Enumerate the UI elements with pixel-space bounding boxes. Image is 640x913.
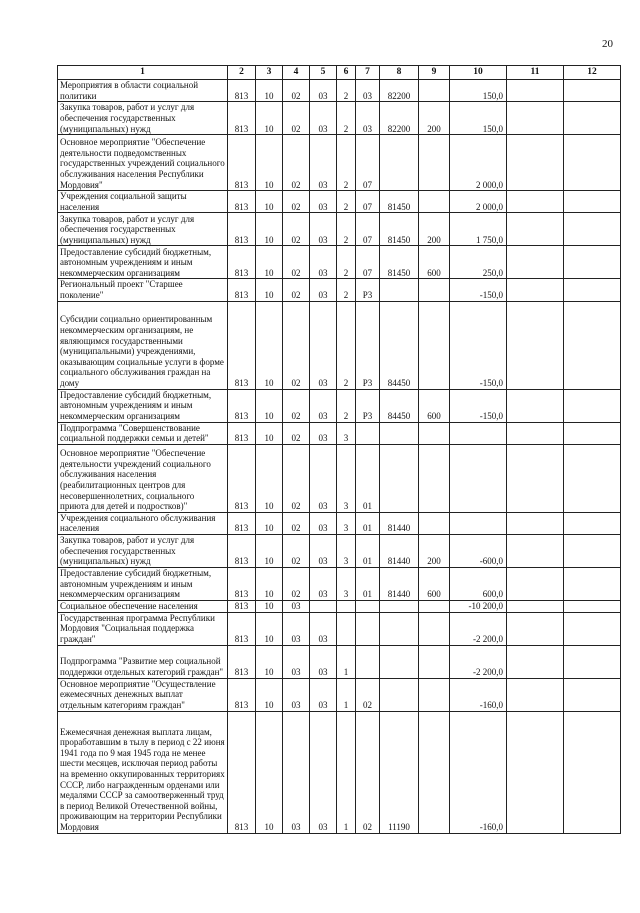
column-header: 9 (419, 66, 450, 80)
code-cell: 10 (256, 389, 283, 422)
code-cell: 200 (419, 213, 450, 246)
empty-cell (507, 711, 564, 833)
amount-cell (450, 512, 507, 534)
column-header: 11 (507, 66, 564, 80)
row-name: Закупка товаров, работ и услуг для обеспечения государственных (муниципальных) нужд (58, 534, 228, 567)
code-cell: 813 (228, 711, 256, 833)
table-row (58, 711, 621, 833)
table-row (58, 612, 621, 645)
code-cell: 03 (310, 512, 337, 534)
header-row (58, 66, 621, 80)
code-cell (380, 135, 419, 191)
row-name: Закупка товаров, работ и услуг для обеспечения государственных (муниципальных) нужд (58, 102, 228, 135)
table-row (58, 422, 621, 444)
amount-cell (450, 422, 507, 444)
code-cell: 81440 (380, 512, 419, 534)
code-cell: 81440 (380, 567, 419, 600)
code-cell (380, 678, 419, 711)
code-cell: 02 (283, 213, 310, 246)
code-cell: 600 (419, 567, 450, 600)
code-cell (419, 80, 450, 102)
code-cell: 3 (337, 534, 356, 567)
code-cell: 813 (228, 135, 256, 191)
empty-cell (507, 567, 564, 600)
row-name: Подпрограмма "Совершенствование социальной поддержки семьи и детей" (58, 422, 228, 444)
code-cell: 03 (283, 612, 310, 645)
code-cell (380, 422, 419, 444)
empty-cell (507, 279, 564, 301)
code-cell: 03 (283, 600, 310, 612)
column-header: 6 (337, 66, 356, 80)
code-cell: 11190 (380, 711, 419, 833)
empty-cell (507, 80, 564, 102)
empty-cell (507, 213, 564, 246)
table-row (58, 534, 621, 567)
empty-cell (507, 102, 564, 135)
code-cell: 10 (256, 213, 283, 246)
empty-cell (564, 444, 621, 512)
table-row (58, 645, 621, 678)
amount-cell: 600,0 (450, 567, 507, 600)
row-name: Предоставление субсидий бюджетным, автономным учреждениям и иным некоммерческим организациям (58, 389, 228, 422)
code-cell: 02 (356, 711, 380, 833)
code-cell: 81450 (380, 246, 419, 279)
code-cell: 2 (337, 301, 356, 389)
code-cell: 03 (310, 213, 337, 246)
code-cell (380, 279, 419, 301)
code-cell: 10 (256, 444, 283, 512)
empty-cell (564, 512, 621, 534)
code-cell: 07 (356, 191, 380, 213)
code-cell: 03 (310, 102, 337, 135)
code-cell (356, 645, 380, 678)
code-cell: 813 (228, 279, 256, 301)
table-row (58, 512, 621, 534)
empty-cell (564, 301, 621, 389)
row-name: Основное мероприятие "Обеспечение деятельности учреждений социального обслуживания населения (реабилитационных центров для несовершеннолетних, социального приюта для детей и подростков)" (58, 444, 228, 512)
column-header: 12 (564, 66, 621, 80)
code-cell: 10 (256, 534, 283, 567)
code-cell: P3 (356, 279, 380, 301)
row-name: Мероприятия в области социальной политики (58, 80, 228, 102)
code-cell: 81450 (380, 191, 419, 213)
code-cell (419, 512, 450, 534)
column-header: 3 (256, 66, 283, 80)
amount-cell: -150,0 (450, 279, 507, 301)
code-cell: 2 (337, 213, 356, 246)
row-name: Региональный проект "Старшее поколение" (58, 279, 228, 301)
code-cell (419, 645, 450, 678)
code-cell: 200 (419, 102, 450, 135)
code-cell: 10 (256, 135, 283, 191)
column-header: 2 (228, 66, 256, 80)
empty-cell (564, 213, 621, 246)
code-cell: 03 (310, 711, 337, 833)
code-cell: 03 (310, 422, 337, 444)
empty-cell (564, 102, 621, 135)
amount-cell: 2 000,0 (450, 135, 507, 191)
code-cell: 82200 (380, 80, 419, 102)
code-cell: 02 (283, 301, 310, 389)
code-cell: 3 (337, 512, 356, 534)
code-cell: 1 (337, 678, 356, 711)
code-cell: 03 (310, 80, 337, 102)
empty-cell (564, 389, 621, 422)
code-cell: 07 (356, 246, 380, 279)
code-cell: 10 (256, 567, 283, 600)
row-name: Социальное обеспечение населения (58, 600, 228, 612)
code-cell: 10 (256, 512, 283, 534)
code-cell: 03 (310, 301, 337, 389)
code-cell: 3 (337, 567, 356, 600)
column-header: 5 (310, 66, 337, 80)
code-cell: 07 (356, 135, 380, 191)
code-cell: 03 (310, 678, 337, 711)
amount-cell: -150,0 (450, 301, 507, 389)
amount-cell: 150,0 (450, 102, 507, 135)
code-cell: 3 (337, 422, 356, 444)
code-cell: 2 (337, 389, 356, 422)
code-cell: 02 (283, 279, 310, 301)
amount-cell: -160,0 (450, 678, 507, 711)
code-cell: 03 (356, 102, 380, 135)
code-cell: 813 (228, 612, 256, 645)
budget-table (57, 65, 621, 834)
empty-cell (564, 600, 621, 612)
code-cell (310, 600, 337, 612)
code-cell (419, 301, 450, 389)
empty-cell (507, 301, 564, 389)
row-name: Ежемесячная денежная выплата лицам, проработавшим в тылу в период с 22 июня 1941 года по 9 мая 1945 года не менее шести месяцев, исключая период работы на временно оккупированных территориях СССР, либо награжденным орденами или медалями СССР за самоотверженный труд в период Великой Отечественной войны, проживающим на территории Республики Мордовия (58, 711, 228, 833)
code-cell: 03 (356, 80, 380, 102)
code-cell: 02 (356, 678, 380, 711)
amount-cell: -2 200,0 (450, 645, 507, 678)
code-cell: 813 (228, 645, 256, 678)
code-cell: 02 (283, 246, 310, 279)
code-cell: 10 (256, 711, 283, 833)
table-row (58, 678, 621, 711)
code-cell: P3 (356, 301, 380, 389)
table-row (58, 102, 621, 135)
amount-cell: -150,0 (450, 389, 507, 422)
code-cell: 03 (310, 279, 337, 301)
code-cell: 813 (228, 301, 256, 389)
table-row (58, 213, 621, 246)
code-cell: 03 (310, 191, 337, 213)
amount-cell: 2 000,0 (450, 191, 507, 213)
code-cell: 2 (337, 135, 356, 191)
code-cell: 813 (228, 246, 256, 279)
code-cell (356, 600, 380, 612)
row-name: Предоставление субсидий бюджетным, автономным учреждениям и иным некоммерческим организациям (58, 246, 228, 279)
code-cell (419, 711, 450, 833)
code-cell: 2 (337, 102, 356, 135)
code-cell: 03 (310, 135, 337, 191)
code-cell: 02 (283, 135, 310, 191)
code-cell (419, 612, 450, 645)
empty-cell (564, 135, 621, 191)
code-cell: 01 (356, 512, 380, 534)
code-cell: 813 (228, 191, 256, 213)
amount-cell: 1 750,0 (450, 213, 507, 246)
code-cell (337, 600, 356, 612)
amount-cell: -160,0 (450, 711, 507, 833)
code-cell: 03 (310, 444, 337, 512)
code-cell: 03 (283, 645, 310, 678)
code-cell (380, 444, 419, 512)
table-row (58, 389, 621, 422)
amount-cell: -600,0 (450, 534, 507, 567)
code-cell: 813 (228, 444, 256, 512)
code-cell (419, 678, 450, 711)
code-cell: 02 (283, 191, 310, 213)
code-cell: 813 (228, 102, 256, 135)
code-cell: 813 (228, 80, 256, 102)
code-cell: 84450 (380, 301, 419, 389)
empty-cell (507, 135, 564, 191)
code-cell: 813 (228, 512, 256, 534)
code-cell: 02 (283, 389, 310, 422)
empty-cell (507, 678, 564, 711)
code-cell (419, 444, 450, 512)
code-cell: 02 (283, 422, 310, 444)
code-cell: 10 (256, 102, 283, 135)
code-cell: 1 (337, 645, 356, 678)
table-row (58, 246, 621, 279)
empty-cell (507, 246, 564, 279)
code-cell: 07 (356, 213, 380, 246)
empty-cell (564, 678, 621, 711)
table-row (58, 80, 621, 102)
empty-cell (507, 512, 564, 534)
empty-cell (507, 389, 564, 422)
code-cell (419, 422, 450, 444)
code-cell: P3 (356, 389, 380, 422)
code-cell: 02 (283, 102, 310, 135)
empty-cell (507, 645, 564, 678)
empty-cell (564, 191, 621, 213)
code-cell: 81440 (380, 534, 419, 567)
code-cell (419, 279, 450, 301)
code-cell (356, 612, 380, 645)
column-header: 4 (283, 66, 310, 80)
code-cell (380, 645, 419, 678)
code-cell: 02 (283, 534, 310, 567)
code-cell (419, 135, 450, 191)
amount-cell: 250,0 (450, 246, 507, 279)
code-cell: 813 (228, 422, 256, 444)
code-cell: 600 (419, 389, 450, 422)
code-cell: 10 (256, 422, 283, 444)
code-cell: 03 (310, 534, 337, 567)
code-cell: 10 (256, 600, 283, 612)
code-cell: 03 (310, 246, 337, 279)
empty-cell (564, 567, 621, 600)
amount-cell: -10 200,0 (450, 600, 507, 612)
code-cell: 813 (228, 213, 256, 246)
code-cell: 03 (310, 389, 337, 422)
empty-cell (507, 444, 564, 512)
row-name: Предоставление субсидий бюджетным, автономным учреждениям и иным некоммерческим организациям (58, 567, 228, 600)
row-name: Основное мероприятие "Осуществление ежемесячных денежных выплат отдельным категориям граждан" (58, 678, 228, 711)
code-cell: 813 (228, 678, 256, 711)
amount-cell (450, 444, 507, 512)
amount-cell: 150,0 (450, 80, 507, 102)
code-cell: 10 (256, 301, 283, 389)
code-cell: 2 (337, 279, 356, 301)
code-cell: 02 (283, 567, 310, 600)
column-header: 7 (356, 66, 380, 80)
empty-cell (564, 80, 621, 102)
table-row (58, 444, 621, 512)
column-header: 10 (450, 66, 507, 80)
code-cell: 02 (283, 80, 310, 102)
table-row (58, 600, 621, 612)
empty-cell (507, 612, 564, 645)
code-cell (337, 612, 356, 645)
code-cell: 03 (310, 567, 337, 600)
code-cell: 10 (256, 246, 283, 279)
row-name: Государственная программа Республики Мордовия "Социальная поддержка граждан" (58, 612, 228, 645)
empty-cell (507, 534, 564, 567)
empty-cell (564, 711, 621, 833)
code-cell: 600 (419, 246, 450, 279)
code-cell: 2 (337, 191, 356, 213)
code-cell: 10 (256, 645, 283, 678)
code-cell: 03 (283, 678, 310, 711)
row-name: Основное мероприятие "Обеспечение деятельности подведомственных государственных учреждений социального обслуживания населения Республики Мордовия" (58, 135, 228, 191)
column-header: 1 (58, 66, 228, 80)
code-cell: 200 (419, 534, 450, 567)
code-cell: 03 (310, 645, 337, 678)
empty-cell (507, 600, 564, 612)
code-cell: 81450 (380, 213, 419, 246)
code-cell: 10 (256, 612, 283, 645)
empty-cell (564, 279, 621, 301)
code-cell: 01 (356, 444, 380, 512)
row-name: Подпрограмма "Развитие мер социальной поддержки отдельных категорий граждан" (58, 645, 228, 678)
code-cell: 03 (283, 711, 310, 833)
empty-cell (507, 191, 564, 213)
table-row (58, 301, 621, 389)
empty-cell (507, 422, 564, 444)
code-cell: 82200 (380, 102, 419, 135)
empty-cell (564, 645, 621, 678)
empty-cell (564, 422, 621, 444)
code-cell: 1 (337, 711, 356, 833)
page-number: 20 (602, 38, 613, 50)
code-cell (380, 600, 419, 612)
code-cell (380, 612, 419, 645)
row-name: Учреждения социального обслуживания населения (58, 512, 228, 534)
code-cell: 10 (256, 191, 283, 213)
empty-cell (564, 534, 621, 567)
table-row (58, 135, 621, 191)
row-name: Учреждения социальной защиты населения (58, 191, 228, 213)
code-cell: 01 (356, 567, 380, 600)
code-cell: 10 (256, 279, 283, 301)
empty-cell (564, 612, 621, 645)
code-cell: 01 (356, 534, 380, 567)
code-cell: 3 (337, 444, 356, 512)
table-row (58, 279, 621, 301)
code-cell: 10 (256, 80, 283, 102)
code-cell: 813 (228, 600, 256, 612)
table-row (58, 567, 621, 600)
code-cell: 10 (256, 678, 283, 711)
column-header: 8 (380, 66, 419, 80)
row-name: Субсидии социально ориентированным некоммерческим организациям, не являющимся государственными (муниципальными) учреждениями, оказывающим социальные услуги в форме социального обслуживания граждан на дому (58, 301, 228, 389)
table-row (58, 191, 621, 213)
code-cell: 813 (228, 567, 256, 600)
code-cell: 02 (283, 512, 310, 534)
code-cell: 2 (337, 80, 356, 102)
code-cell (419, 191, 450, 213)
code-cell: 84450 (380, 389, 419, 422)
code-cell (356, 422, 380, 444)
code-cell: 813 (228, 389, 256, 422)
empty-cell (564, 246, 621, 279)
code-cell: 2 (337, 246, 356, 279)
amount-cell: -2 200,0 (450, 612, 507, 645)
code-cell: 813 (228, 534, 256, 567)
row-name: Закупка товаров, работ и услуг для обеспечения государственных (муниципальных) нужд (58, 213, 228, 246)
code-cell (419, 600, 450, 612)
code-cell: 02 (283, 444, 310, 512)
code-cell: 03 (310, 612, 337, 645)
